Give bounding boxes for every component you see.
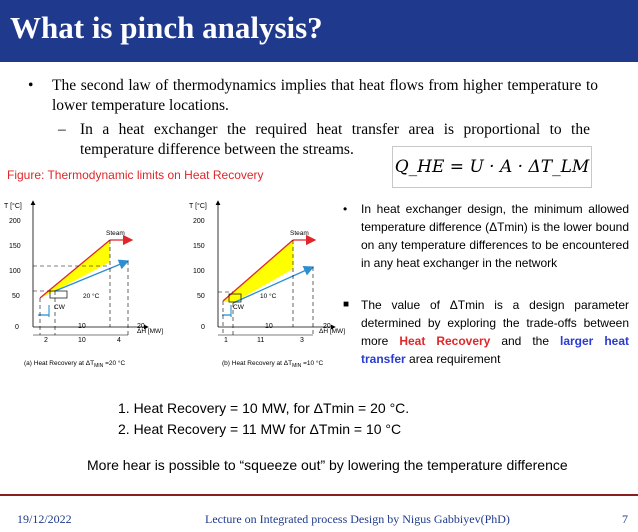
title-bar: [0, 0, 638, 62]
equation: Q_HE = U · A · ΔT_LM: [394, 157, 590, 177]
dt-label: 10 °C: [260, 293, 277, 300]
y-tick-100: 100: [9, 268, 21, 275]
rb2-heat-recovery: Heat Recovery: [399, 334, 491, 348]
heat-recovery-list: [118, 398, 409, 440]
cw-label: CW: [233, 304, 244, 311]
x-tick-20: 20: [137, 323, 145, 330]
right-bullet-2-text: [343, 296, 629, 368]
footer-date: 19/12/2022: [17, 512, 72, 526]
right-panel: [189, 201, 348, 369]
y-axis-label: T [°C]: [189, 203, 207, 210]
x-tick-10: 10: [265, 323, 273, 330]
x-axis-label: ΔH [MW]: [137, 328, 164, 335]
x-axis-label: ΔH [MW]: [319, 328, 346, 335]
figure-caption: Figure: Thermodynamic limits on Heat Recovery: [7, 168, 264, 182]
page-number: 7: [622, 512, 628, 526]
y-tick-150: 150: [193, 243, 205, 250]
segment-2: 11: [257, 337, 265, 344]
right-bullet-2: [343, 296, 629, 368]
rb2-larger-heat-transfer: larger heat transfer: [361, 334, 629, 366]
left-panel: [4, 201, 163, 369]
panel-caption: (a) Heat Recovery at $\Delta T_{MIN} =20$ °C: [24, 360, 126, 369]
y-tick-100: 100: [193, 268, 205, 275]
bullet-dot: •: [28, 77, 34, 94]
rb2-prefix: The value of ΔTmin is a design parameter determined by exploring the trade-offs between more: [361, 298, 629, 348]
right-bullet-1-text: In heat exchanger design, the minimum allowed temperature difference (ΔTmin) is the lower bound on any temperature differences to be encountered in any heat exchanger in the network: [361, 202, 629, 270]
equation-box: [392, 146, 592, 188]
sub-bullet-1-text: In a heat exchanger the required heat transfer area is proportional to the temperature difference between the streams.: [80, 121, 590, 158]
y-tick-50: 50: [12, 293, 20, 300]
conclusion-text: More hear is possible to “squeeze out” by lowering the temperature difference: [87, 457, 568, 473]
square-bullet-icon: ■: [343, 299, 350, 310]
hot-composite-curve: [40, 240, 110, 298]
y-tick-0: 0: [201, 324, 205, 331]
right-bullet-1: [343, 200, 629, 272]
list-item: 2. Heat Recovery = 11 MW for ΔTmin = 10 °C: [118, 421, 402, 437]
bullet-1: [28, 76, 598, 116]
rb2-suffix: area requirement: [405, 352, 501, 366]
cw-label: CW: [54, 304, 65, 311]
footer-lecture: Lecture on Integrated process Design by Nigus Gabbiyev(PhD): [205, 512, 510, 526]
steam-label: Steam: [106, 230, 125, 237]
bullet-dot: •: [343, 202, 348, 216]
steam-label: Steam: [290, 230, 309, 237]
pinch-figure: [0, 195, 346, 380]
footer-divider: [0, 494, 638, 496]
segment-2: 10: [78, 337, 86, 344]
segment-1: 2: [44, 337, 48, 344]
y-tick-0: 0: [15, 324, 19, 331]
y-axis-label: T [°C]: [4, 203, 22, 210]
slide-title: What is pinch analysis?: [10, 10, 323, 45]
y-tick-200: 200: [193, 218, 205, 225]
y-tick-50: 50: [197, 293, 205, 300]
list-item: 1. Heat Recovery = 10 MW, for ΔTmin = 20 °C.: [118, 400, 410, 416]
segment-3: 4: [117, 337, 121, 344]
panel-caption: (b) Heat Recovery at $\Delta T_{MIN} =10$ °C: [222, 360, 324, 369]
segment-3: 3: [300, 337, 304, 344]
dt-label: 20 °C: [83, 293, 100, 300]
bullet-1-text: The second law of thermodynamics implies that heat flows from higher temperature to lower temperature locations.: [52, 77, 598, 114]
x-tick-10: 10: [78, 323, 86, 330]
x-tick-20: 20: [323, 323, 331, 330]
segment-1: 1: [224, 337, 228, 344]
rb2-mid: and the: [490, 334, 560, 348]
y-tick-200: 200: [9, 218, 21, 225]
sub-bullet-dash: –: [58, 121, 66, 138]
y-tick-150: 150: [9, 243, 21, 250]
